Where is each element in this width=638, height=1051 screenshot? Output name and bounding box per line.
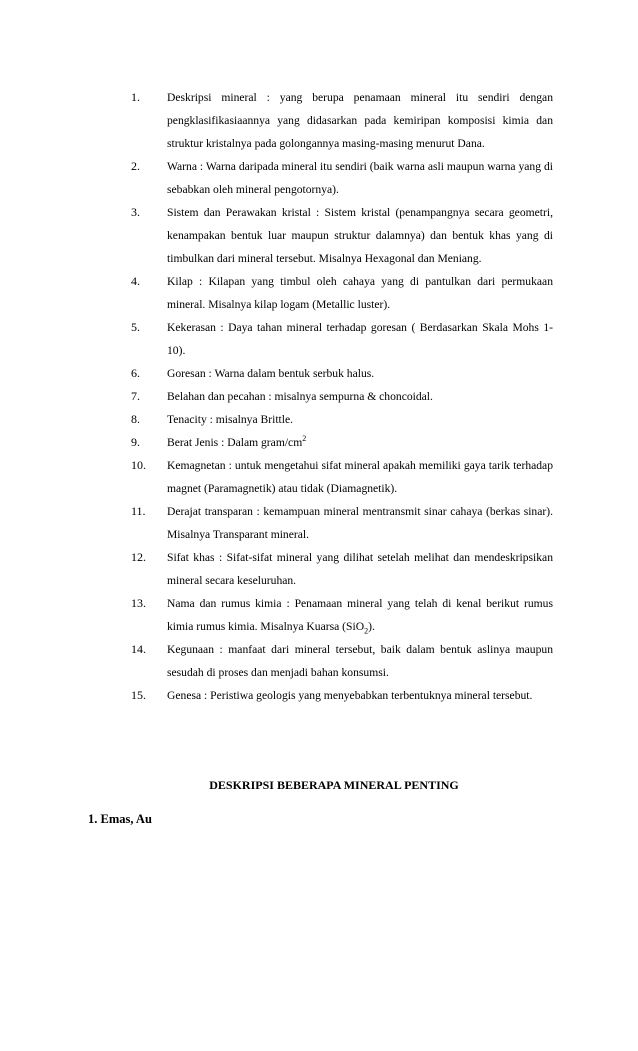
list-item xyxy=(0,638,638,684)
list-item-number: 10. xyxy=(131,458,146,472)
list-item-number: 11. xyxy=(131,504,146,518)
list-item-number: 7. xyxy=(131,389,140,403)
list-item-text: Genesa : Peristiwa geologis yang menyebabkan terbentuknya mineral tersebut. xyxy=(167,689,533,702)
list-item-text: Kegunaan : manfaat dari mineral tersebut, baik dalam bentuk aslinya maupun sesudah di proses dan menjadi bahan konsumsi. xyxy=(167,643,553,679)
subsection-heading: 1. Emas, Au xyxy=(88,812,152,826)
list-item-text-main: Nama dan rumus kimia : Penamaan mineral yang telah di kenal berikut rumus kimia rumus kimia. Misalnya Kuarsa (SiO xyxy=(167,597,553,633)
list-item xyxy=(0,155,638,201)
list-item-number: 6. xyxy=(131,366,140,380)
list-item-text: Sistem dan Perawakan kristal : Sistem kristal (penampangnya secara geometri, kenampakan bentuk luar maupun struktur dalamnya) dan bentuk khas yang di timbulkan dari mineral tersebut. Misalnya Hexagonal dan Meniang. xyxy=(167,206,553,265)
list-item xyxy=(0,592,638,638)
list-item xyxy=(0,385,638,408)
list-item-text-end: ). xyxy=(368,620,375,633)
list-item-number: 8. xyxy=(131,412,140,426)
list-item xyxy=(0,316,638,362)
list-item-number: 5. xyxy=(131,320,140,334)
list-item xyxy=(0,270,638,316)
list-item-text: Deskripsi mineral : yang berupa penamaan mineral itu sendiri dengan pengklasifikasiaannya yang didasarkan pada kemiripan komposisi kimia dan struktur kristalnya pada golongannya masing-masing menurut Dana. xyxy=(167,91,553,150)
list-item-text: Belahan dan pecahan : misalnya sempurna & choncoidal. xyxy=(167,390,433,403)
list-item-text: Sifat khas : Sifat-sifat mineral yang dilihat setelah melihat dan mendeskripsikan mineral secara keseluruhan. xyxy=(167,551,553,587)
list-item-number: 2. xyxy=(131,159,140,173)
list-item-text: Tenacity : misalnya Brittle. xyxy=(167,413,294,426)
list-item xyxy=(0,86,638,155)
list-item-number: 9. xyxy=(131,435,140,449)
list-item-text: Derajat transparan : kemampuan mineral mentransmit sinar cahaya (berkas sinar). Misalnya Transparant mineral. xyxy=(167,505,553,541)
list-item-text: Kilap : Kilapan yang timbul oleh cahaya yang di pantulkan dari permukaan mineral. Misalnya kilap logam (Metallic luster). xyxy=(167,275,553,311)
list-item xyxy=(0,454,638,500)
list-item xyxy=(0,431,638,454)
list-item-text: Kemagnetan : untuk mengetahui sifat mineral apakah memiliki gaya tarik terhadap magnet (Paramagnetik) atau tidak (Diamagnetik). xyxy=(167,459,553,495)
list-item xyxy=(0,684,638,707)
mineral-description-list xyxy=(0,86,638,707)
list-item-number: 4. xyxy=(131,274,140,288)
list-item-text xyxy=(167,592,553,638)
list-item-text xyxy=(167,431,553,454)
list-item xyxy=(0,546,638,592)
list-item-text-main: Berat Jenis : Dalam gram/cm xyxy=(167,436,303,449)
list-item-number: 3. xyxy=(131,205,140,219)
list-item-number: 13. xyxy=(131,596,146,610)
list-item xyxy=(0,362,638,385)
list-item-number: 12. xyxy=(131,550,146,564)
subscript-formula: 2 xyxy=(364,626,369,636)
list-item-number: 1. xyxy=(131,90,140,104)
list-item-number: 14. xyxy=(131,642,146,656)
list-item-text: Goresan : Warna dalam bentuk serbuk halus. xyxy=(167,367,375,380)
list-item-text: Kekerasan : Daya tahan mineral terhadap goresan ( Berdasarkan Skala Mohs 1-10). xyxy=(167,321,553,357)
superscript-exponent: 2 xyxy=(302,434,307,444)
list-item xyxy=(0,500,638,546)
list-item-number: 15. xyxy=(131,688,146,702)
section-heading xyxy=(0,778,638,793)
list-item xyxy=(0,408,638,431)
list-item xyxy=(0,201,638,270)
list-item-text: Warna : Warna daripada mineral itu sendiri (baik warna asli maupun warna yang di sebabkan oleh mineral pengotornya). xyxy=(167,160,553,196)
section-heading-text: DESKRIPSI BEBERAPA MINERAL PENTING xyxy=(209,778,459,792)
